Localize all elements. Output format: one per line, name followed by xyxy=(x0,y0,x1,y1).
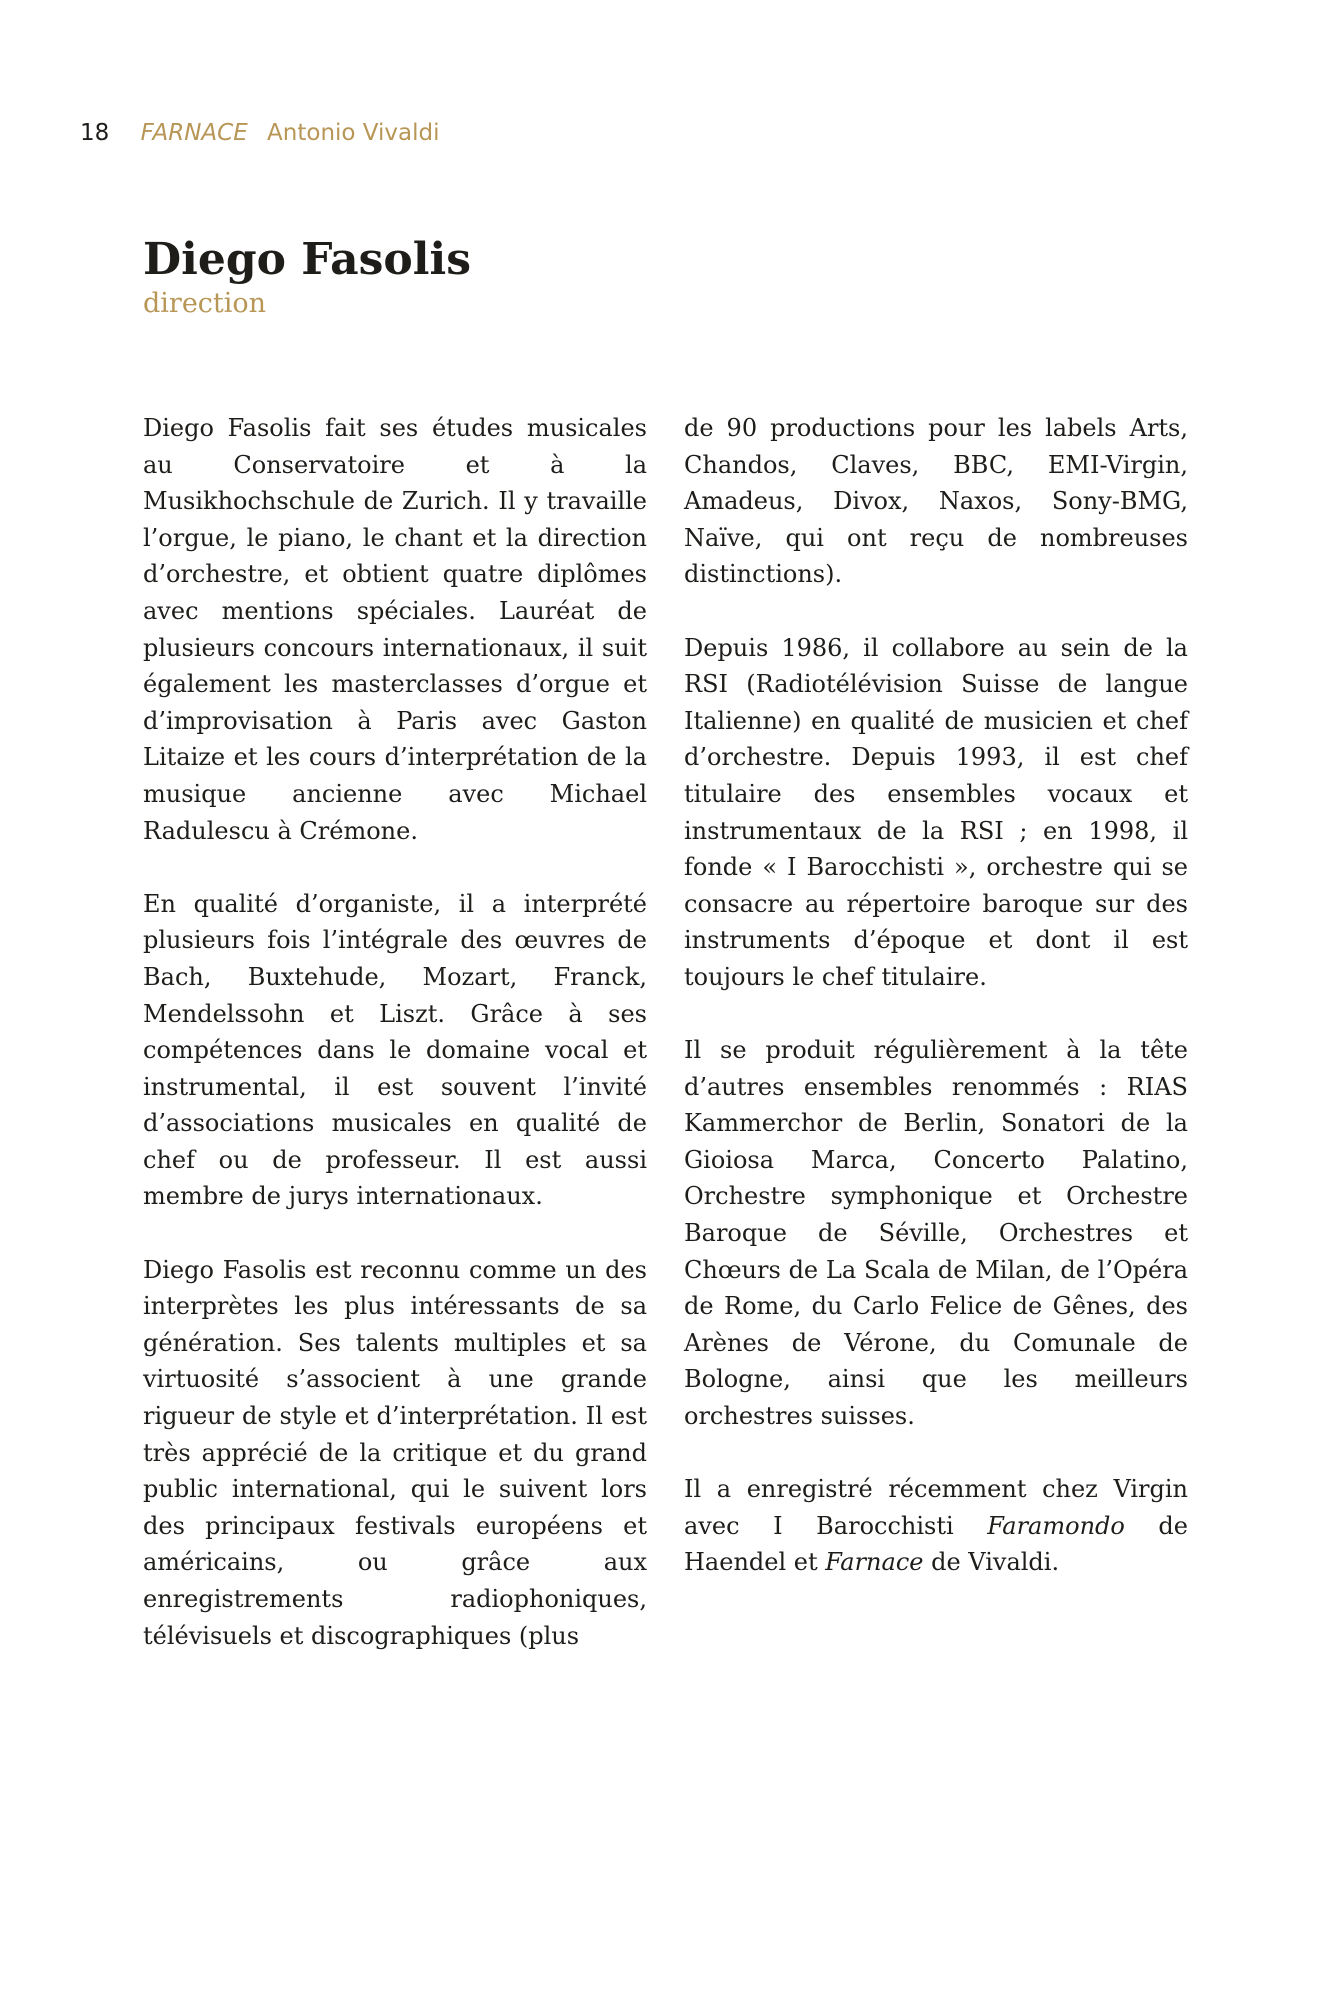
running-head xyxy=(80,118,440,148)
section-heading xyxy=(143,232,471,320)
work-title-farnace: Farnace xyxy=(825,1548,924,1577)
text-run: Il a enregistré récemment chez Virgin avec I Barocchisti xyxy=(684,1475,1188,1540)
paragraph: En qualité d’organiste, il a interprété plusieurs fois l’intégrale des œuvres de Bach, Buxtehude, Mozart, Franck, Mendelssohn et Liszt. Grâce à ses compétences dans le domaine vocal et instrumental, il est souvent l’invité d’associations musicales en qualité de chef ou de professeur. Il est aussi membre de jurys internationaux. xyxy=(143,889,647,1211)
work-title: FARNACE xyxy=(140,120,248,146)
text-run: de Haendel et xyxy=(684,1511,1188,1577)
paragraph: Diego Fasolis fait ses études musicales au Conservatoire et à la Musikhochschule de Zurich. Il y travaille l’orgue, le piano, le chant et la direction d’orchestre, et obtient quatre diplômes avec mentions spéciales. Lauréat de plusieurs concours internationaux, il suit également les masterclasses d’orgue et d’improvisation à Paris avec Gaston Litaize et les cours d’interprétation de la musique ancienne avec Michael Radulescu à Crémone. xyxy=(143,414,647,845)
artist-name: Diego Fasolis xyxy=(143,234,471,285)
paragraph: Il se produit régulièrement à la tête d’autres ensembles renommés : RIAS Kammerchor de Berlin, Sonatori de la Gioiosa Marca, Concerto Palatino, Orchestre symphonique et Orchestre Baroque de Séville, Orchestres et Chœurs de La Scala de Milan, de l’Opéra de Rome, du Carlo Felice de Gênes, des Arènes de Vérone, du Comunale de Bologne, ainsi que les meilleurs orchestres suisses. xyxy=(684,1036,1188,1431)
paragraph: Depuis 1986, il collabore au sein de la RSI (Radiotélévision Suisse de langue Italienne) en qualité de musicien et chef d’orchestre. Depuis 1993, il est chef titulaire des ensembles vocaux et instrumentaux de la RSI ; en 1998, il fonde « I Barocchisti », orchestre qui se consacre au répertoire baroque sur des instruments d’époque et dont il est toujours le chef titulaire. xyxy=(684,633,1188,991)
left-column xyxy=(143,410,647,1691)
work-title-faramondo: Faramondo xyxy=(987,1511,1125,1540)
page-number: 18 xyxy=(80,120,110,146)
paragraph: de 90 productions pour les labels Arts, Chandos, Claves, BBC, EMI-Virgin, Amadeus, Divox, Naxos, Sony-BMG, Naïve, qui ont reçu de nombreuses distinctions). xyxy=(684,414,1188,589)
artist-role: direction xyxy=(143,288,267,319)
paragraph: Diego Fasolis est reconnu comme un des interprètes les plus intéressants de sa génération. Ses talents multiples et sa virtuosité s’associent à une grande rigueur de style et d’interprétation. Il est très apprécié de la critique et du grand public international, qui le suivent lors des principaux festivals européens et américains, ou grâce aux enregistrements radiophoniques, télévisuels et discographiques (plus xyxy=(143,1255,647,1650)
text-run: de Vivaldi. xyxy=(923,1548,1060,1577)
right-column xyxy=(684,410,1188,1618)
composer-name: Antonio Vivaldi xyxy=(267,120,440,146)
closing-paragraph xyxy=(684,1471,1188,1581)
